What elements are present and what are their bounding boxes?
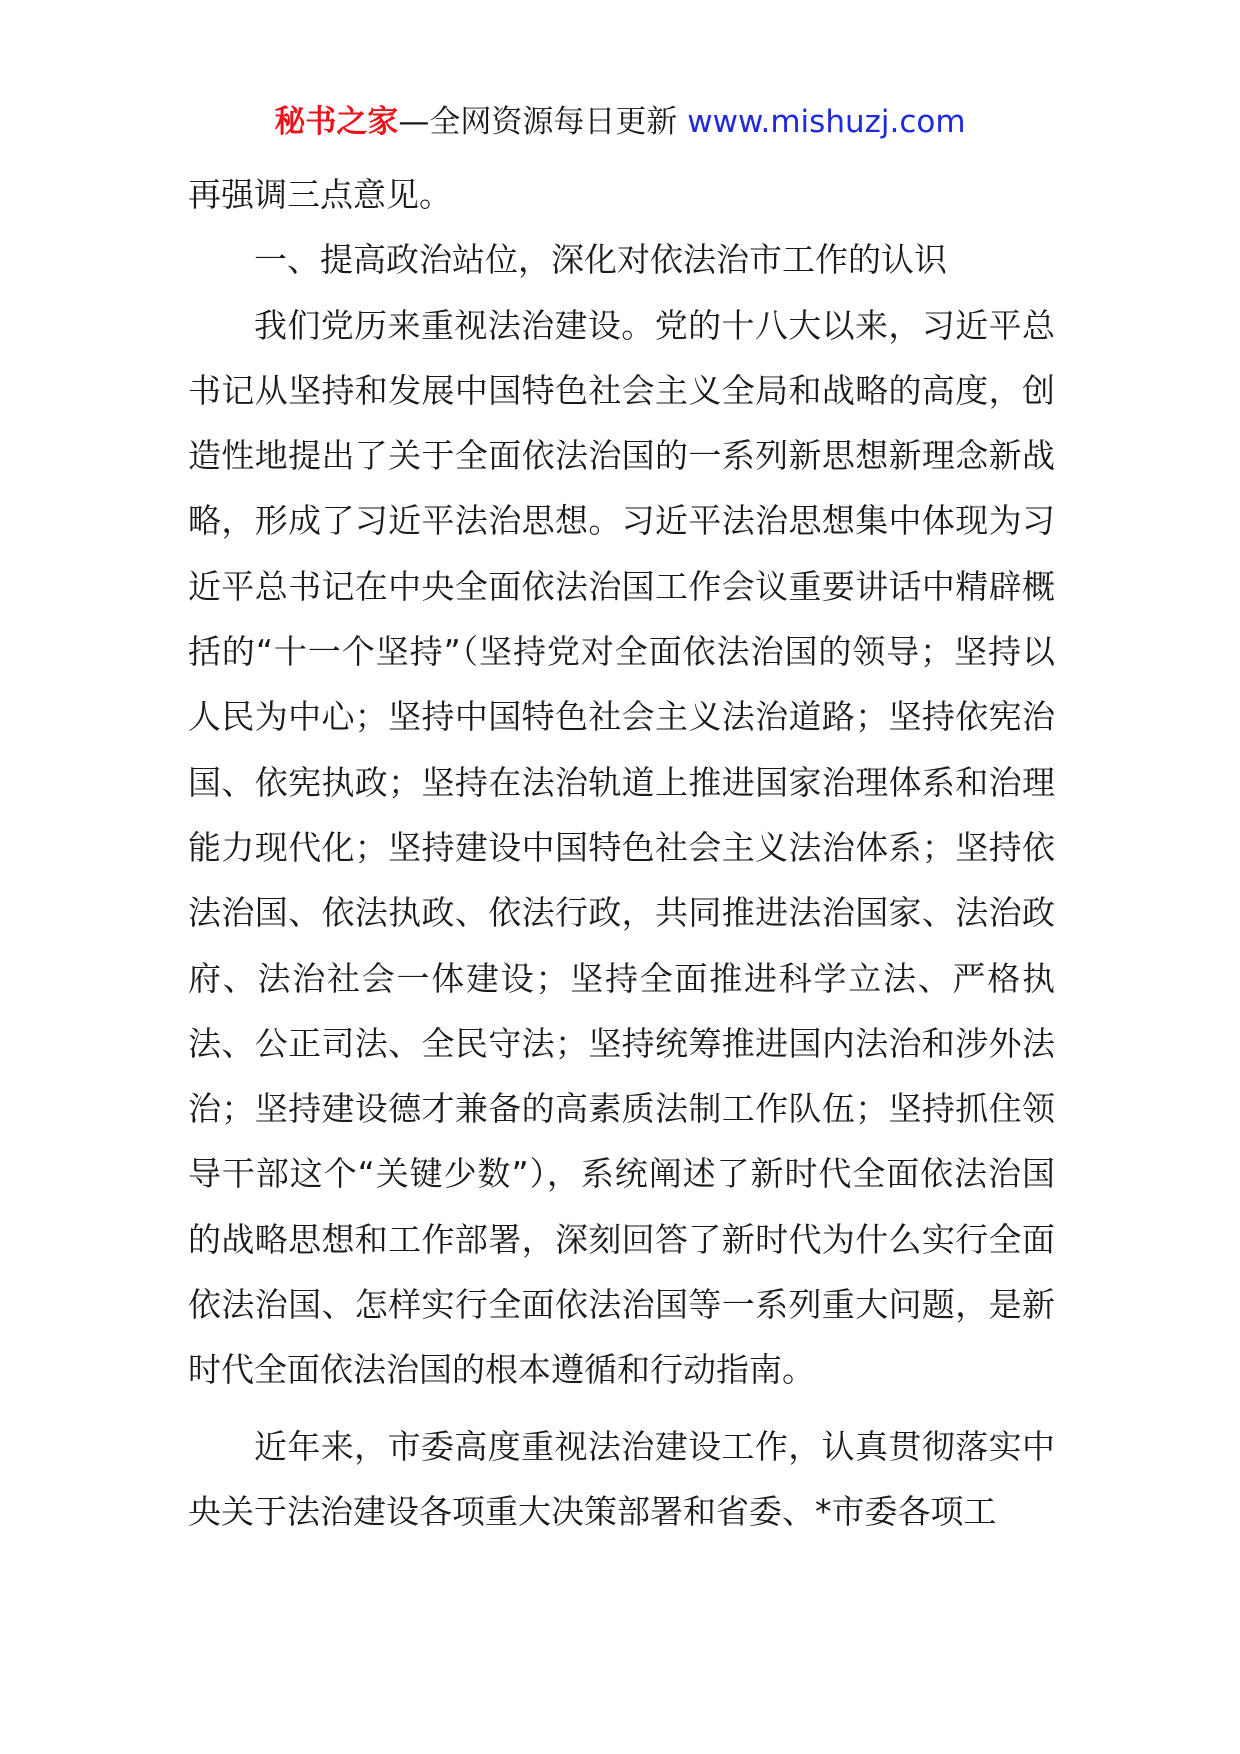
paragraph-1: 我们党历来重视法治建设。党的十八大以来，习近平总书记从坚持和发展中国特色社会主义全局和战略的高度，创造性地提出了关于全面依法治国的一系列新思想新理念新战略，形成了习近平法治思想。习近平法治思想集中体现为习近平总书记在中央全面依法治国工作会议重要讲话中精辟概括的“十一个坚持”（坚持党对全面依法治国的领导；坚持以人民为中心；坚持中国特色社会主义法治道路；坚持依宪治国、依宪执政；坚持在法治轨道上推进国家治理体系和治理能力现代化；坚持建设中国特色社会主义法治体系；坚持依法治国、依法执政、依法行政，共同推进法治国家、法治政府、法治社会一体建设；坚持全面推进科学立法、严格执法、公正司法、全民守法；坚持统筹推进国内法治和涉外法治；坚持建设德才兼备的高素质法制工作队伍；坚持抓住领导干部这个“关键少数”），系统阐述了新时代全面依法治国的战略思想和工作部署，深刻回答了新时代为什么实行全面依法治国、怎样实行全面依法治国等一系列重大问题，是新时代全面依法治国的根本遵循和行动指南。 — [188, 305, 1055, 1390]
page-header — [0, 98, 1240, 146]
section-heading: 一、提高政治站位，深化对依法治市工作的认识 — [254, 240, 947, 280]
intro-line: 再强调三点意见。 — [188, 175, 452, 214]
site-url-link[interactable]: www.mishuzj.com — [687, 104, 966, 140]
header-tagline: —全网资源每日更新 — [398, 104, 678, 140]
brand-name: 秘书之家 — [274, 104, 399, 140]
document-body — [188, 162, 1055, 1544]
paragraph-2: 近年来，市委高度重视法治建设工作，认真贯彻落实中央关于法治建设各项重大决策部署和省委、*市委各项工 — [188, 1426, 1055, 1531]
